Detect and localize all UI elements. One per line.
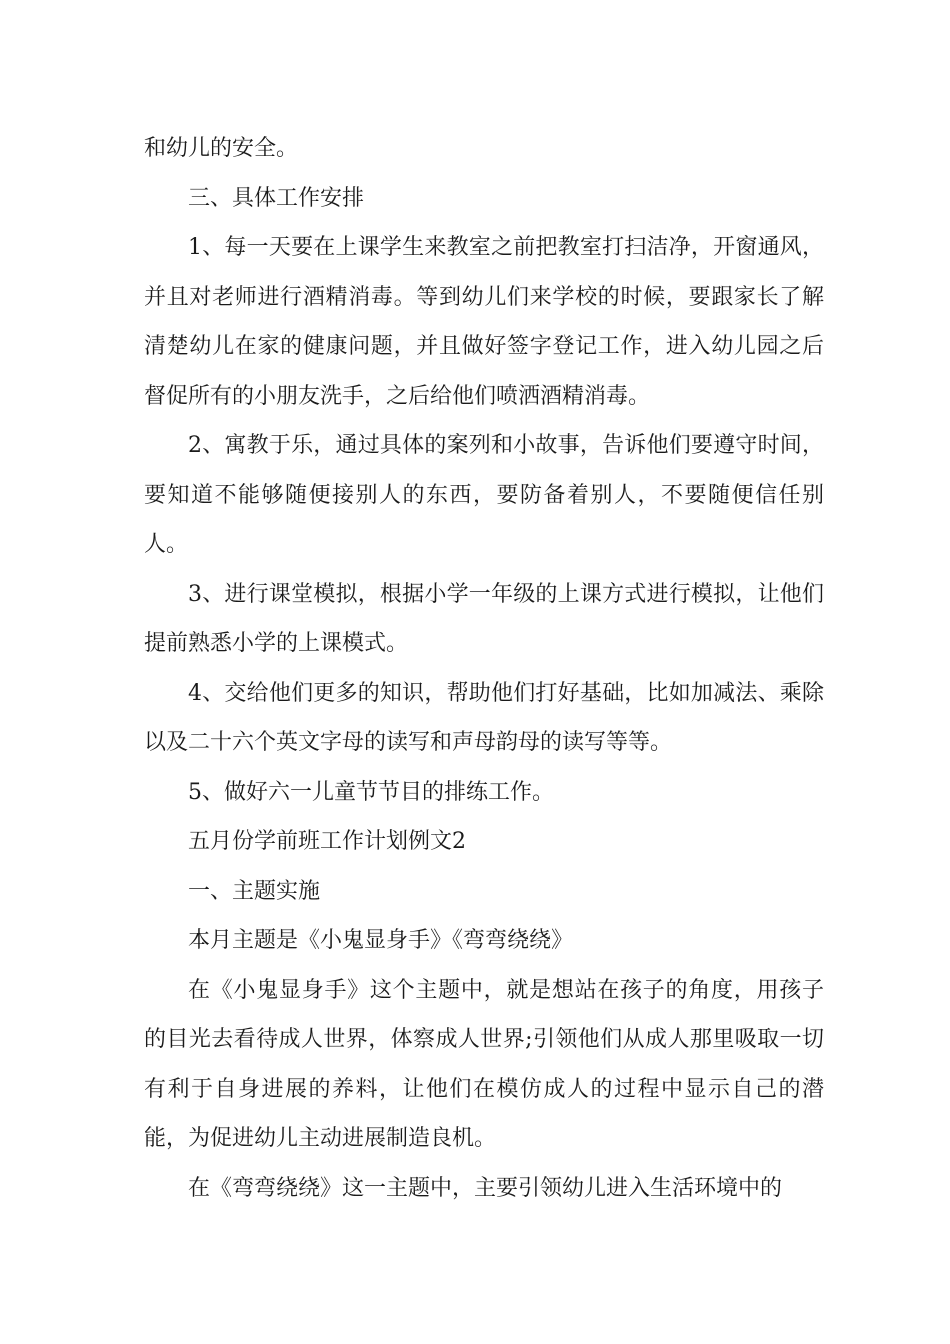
paragraph: 3、进行课堂模拟，根据小学一年级的上课方式进行模拟，让他们提前熟悉小学的上课模式。 [144,581,824,656]
example-title: 五月份学前班工作计划例文2 [188,829,466,854]
paragraph: 1、每一天要在上课学生来教室之前把教室打扫洁净，开窗通风，并且对老师进行酒精消毒。等到幼儿们来学校的时候，要跟家长了解清楚幼儿在家的健康问题，并且做好签字登记工作，进入幼儿园之后督促所有的小朋友洗手，之后给他们喷洒酒精消毒。 [144,235,824,409]
paragraph: 4、交给他们更多的知识，帮助他们打好基础，比如加减法、乘除以及二十六个英文字母的读写和声母韵母的读写等等。 [144,680,824,755]
paragraph: 2、寓教于乐，通过具体的案列和小故事，告诉他们要遵守时间，要知道不能够随便接别人的东西，要防备着别人，不要随便信任别人。 [144,433,824,557]
paragraph: 在《弯弯绕绕》这一主题中，主要引领幼儿进入生活环境中的 [188,1175,783,1201]
paragraph: 本月主题是《小鬼显身手》《弯弯绕绕》 [188,928,574,953]
paragraph: 5、做好六一儿童节节目的排练工作。 [188,779,554,805]
paragraph: 和幼儿的安全。 [144,136,299,161]
section-heading: 三、具体工作安排 [188,185,365,211]
document-body [144,124,824,1213]
paragraph: 在《小鬼显身手》这个主题中，就是想站在孩子的角度，用孩子的目光去看待成人世界，体察成人世界;引领他们从成人那里吸取一切有利于自身进展的养料，让他们在模仿成人的过程中显示自己的潜能，为促进幼儿主动进展制造良机。 [144,977,824,1151]
section-heading: 一、主题实施 [188,878,321,904]
